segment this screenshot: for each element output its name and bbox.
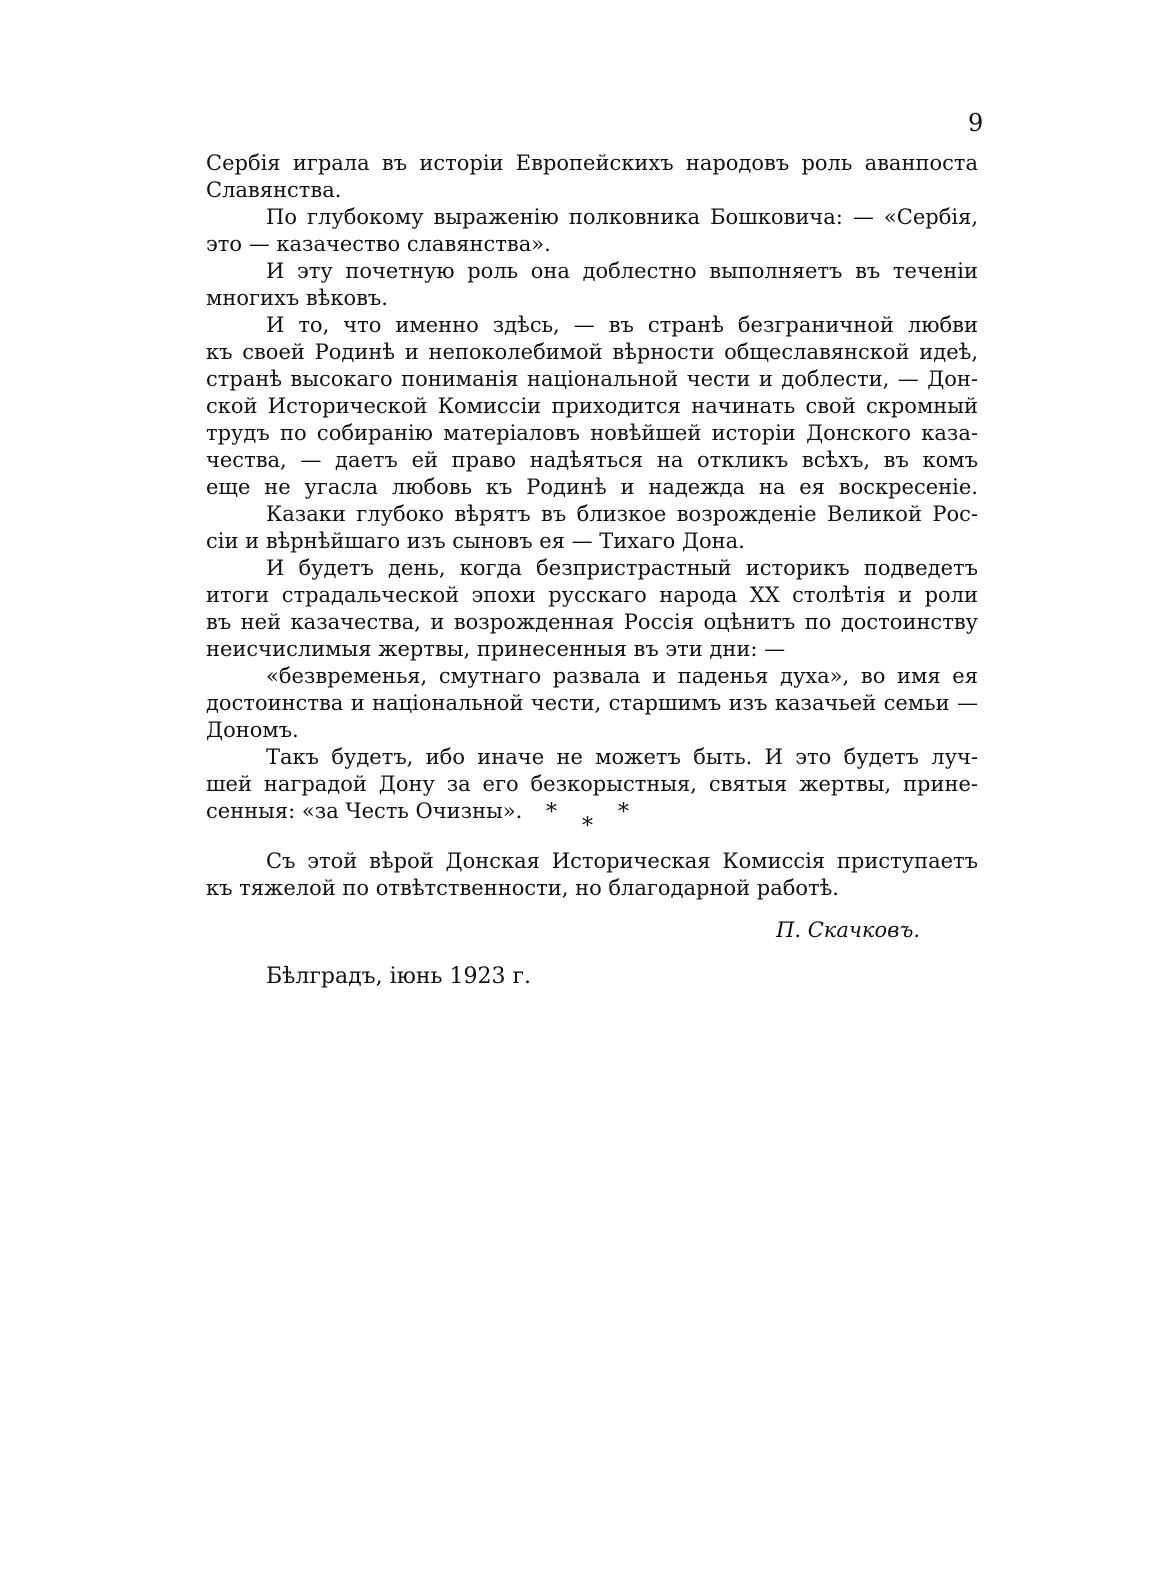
text-line: достоинства и національной чести, старшимъ изъ казачьей семьи — [206, 691, 978, 715]
text-line: И будетъ день, когда безпристрастный историкъ подведетъ [266, 556, 978, 580]
text-line: въ ней казачества, и возрожденная Россія оцѣнитъ по достоинству [206, 610, 978, 634]
separator-star: * [546, 800, 557, 825]
separator-star: * [582, 814, 593, 839]
text-line: Такъ будетъ, ибо иначе не можетъ быть. И это будетъ луч- [266, 745, 978, 769]
text-line: итоги страдальческой эпохи русскаго народа XX столѣтія и роли [206, 583, 978, 607]
text-line: Казаки глубоко вѣрятъ въ близкое возрожденіе Великой Рос- [266, 502, 978, 526]
text-line: еще не угасла любовь къ Родинѣ и надежда на ея воскресеніе. [206, 475, 978, 499]
text-line: И эту почетную роль она доблестно выполняетъ въ теченіи [266, 259, 978, 283]
text-line: ской Исторической Комиссіи приходится начинать свой скромный [206, 394, 978, 418]
text-line: неисчислимыя жертвы, принесенныя въ эти дни: — [206, 637, 786, 661]
text-line: «безвременья, смутнаго развала и паденья духа», во имя ея [266, 664, 978, 688]
text-line: По глубокому выраженію полковника Бошковича: — «Сербія, [266, 205, 978, 229]
text-line: Дономъ. [206, 718, 299, 742]
separator-star: * [618, 800, 629, 825]
section-separator [0, 800, 1163, 839]
text-line: И то, что именно здѣсь, — въ странѣ безграничной любви [266, 313, 978, 337]
page-number: 9 [968, 109, 984, 137]
text-line: сіи и вѣрнѣйшаго изъ сыновъ ея — Тихаго Дона. [206, 529, 745, 553]
text-line: Съ этой вѣрой Донская Историческая Комиссія приступаетъ [266, 849, 978, 873]
place-date-line: Бѣлградъ, іюнь 1923 г. [266, 964, 531, 989]
text-line: трудъ по собиранію матеріаловъ новѣйшей исторіи Донского каза- [206, 421, 978, 445]
closing-paragraph [206, 848, 978, 902]
body-text [206, 150, 978, 825]
text-line: къ тяжелой по отвѣтственности, но благодарной работѣ. [206, 876, 839, 900]
text-line: многихъ вѣковъ. [206, 286, 388, 310]
text-line: странѣ высокаго пониманія національной чести и доблести, — Дон- [206, 367, 978, 391]
text-line: сенныя: «за Честь Очизны». [206, 799, 523, 823]
text-line: шей наградой Дону за его безкорыстныя, святыя жертвы, прине- [206, 772, 978, 796]
author-signature: П. Скачковъ. [776, 918, 920, 942]
text-line: Славянства. [206, 178, 342, 202]
text-line: къ своей Родинѣ и непоколебимой вѣрности общеславянской идеѣ, [206, 340, 978, 364]
text-line: чества, — даетъ ей право надѣяться на откликъ всѣхъ, въ комъ [206, 448, 978, 472]
text-line: это — казачество славянства». [206, 232, 551, 256]
text-line: Сербія играла въ исторіи Европейскихъ народовъ роль аванпоста [206, 151, 978, 175]
